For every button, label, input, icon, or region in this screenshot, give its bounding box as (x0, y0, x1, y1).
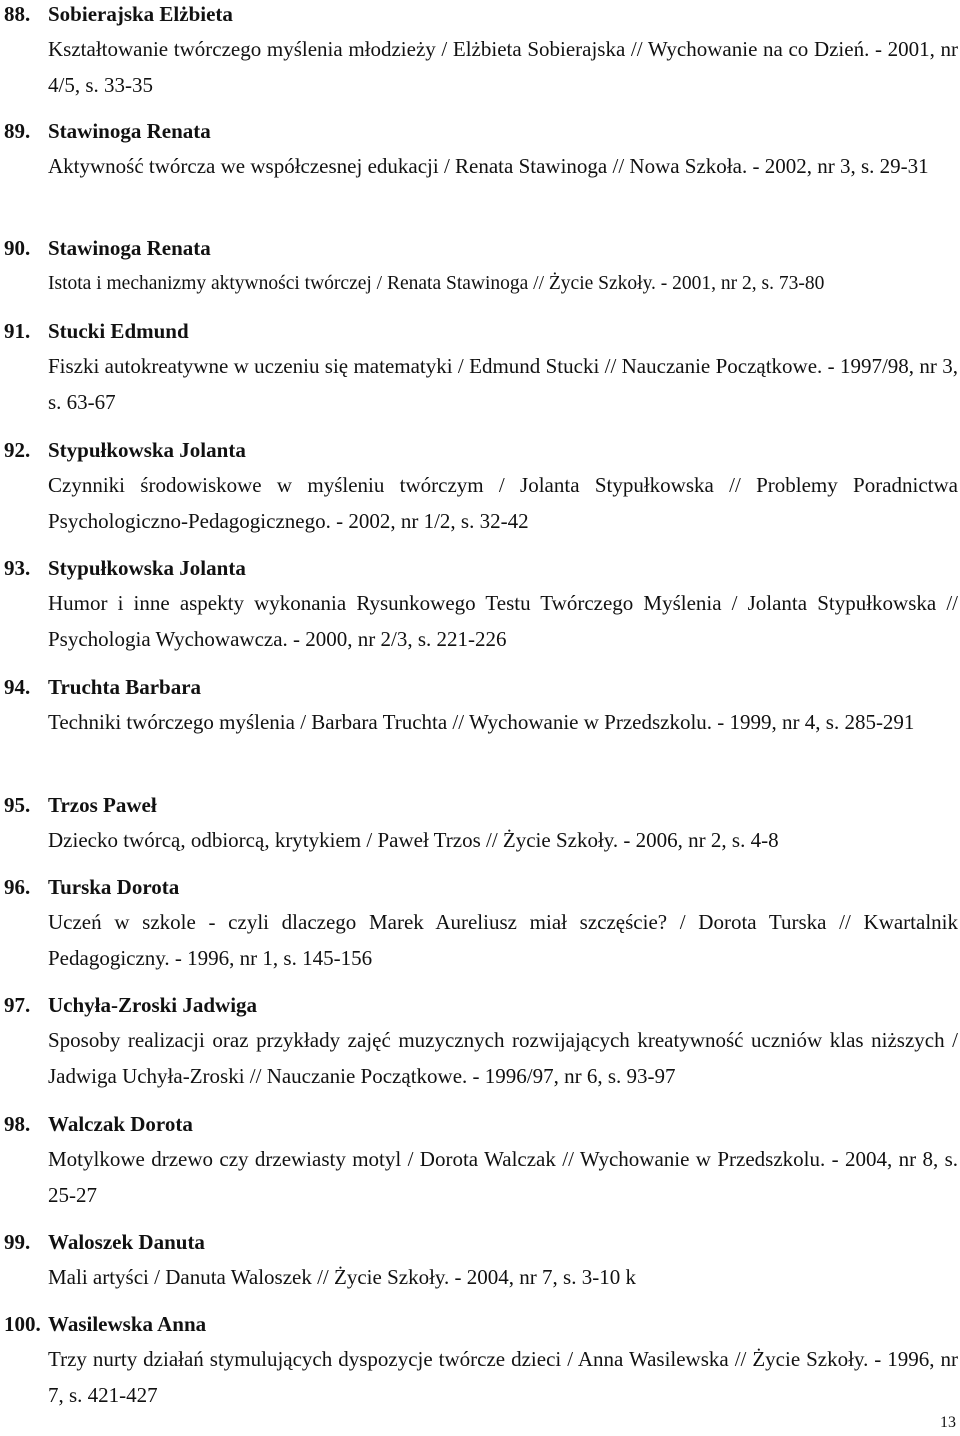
entry-author: Stypułkowska Jolanta (48, 438, 246, 462)
entry-description: Fiszki autokreatywne w uczeniu się matematyki / Edmund Stucki // Nauczanie Początkowe. - 1997/98, nr 3, s. 63-67 (48, 354, 958, 414)
page-number: 13 (940, 1414, 956, 1431)
entry-author: Uchyła-Zroski Jadwiga (48, 993, 258, 1017)
bibliography-entry-94 (0, 673, 960, 741)
bibliography-entry-97 (0, 991, 960, 1094)
entry-description: Trzy nurty działań stymulujących dyspozycje twórcze dzieci / Anna Wasilewska // Życie Szkoły. - 1996, nr 7, s. 421-427 (48, 1347, 958, 1407)
entry-description: Istota i mechanizmy aktywności twórczej / Renata Stawinoga // Życie Szkoły. - 2001, nr 2, s. 73-80 (48, 273, 825, 294)
entry-author: Waloszek Danuta (48, 1230, 205, 1254)
entry-author: Truchta Barbara (48, 675, 202, 699)
bibliography-entry-98 (0, 1110, 960, 1213)
entry-number: 93. (4, 556, 31, 580)
entry-number: 95. (4, 793, 31, 817)
entry-description: Uczeń w szkole - czyli dlaczego Marek Aureliusz miał szczęście? / Dorota Turska // Kwartalnik Pedagogiczny. - 1996, nr 1, s. 145-156 (48, 910, 958, 970)
entry-description: Motylkowe drzewo czy drzewiasty motyl / Dorota Walczak // Wychowanie w Przedszkolu. - 2004, nr 8, s. 25-27 (48, 1147, 958, 1207)
entry-author: Walczak Dorota (48, 1112, 193, 1136)
entry-description: Mali artyści / Danuta Waloszek // Życie Szkoły. - 2004, nr 7, s. 3-10 k (48, 1265, 636, 1289)
entry-description: Dziecko twórcą, odbiorcą, krytykiem / Paweł Trzos // Życie Szkoły. - 2006, nr 2, s. 4-8 (48, 828, 779, 852)
entry-description: Techniki twórczego myślenia / Barbara Truchta // Wychowanie w Przedszkolu. - 1999, nr 4, s. 285-291 (48, 710, 915, 734)
bibliography-entry-96 (0, 873, 960, 976)
entry-number: 94. (4, 675, 31, 699)
entry-author: Stypułkowska Jolanta (48, 556, 246, 580)
entry-number: 99. (4, 1230, 31, 1254)
entry-number: 92. (4, 438, 31, 462)
entry-description: Humor i inne aspekty wykonania Rysunkowego Testu Twórczego Myślenia / Jolanta Stypułkowska // Psychologia Wychowawcza. - 2000, nr 2/3, s. 221-226 (48, 591, 958, 651)
bibliography-entry-88 (0, 0, 960, 103)
entry-author: Turska Dorota (48, 875, 180, 899)
entry-description: Sposoby realizacji oraz przykłady zajęć muzycznych rozwijających kreatywność uczniów klas niższych / Jadwiga Uchyła-Zroski // Nauczanie Początkowe. - 1996/97, nr 6, s. 93-97 (48, 1028, 958, 1088)
entry-author: Stawinoga Renata (48, 236, 211, 260)
entry-author: Stucki Edmund (48, 319, 189, 343)
bibliography-entry-92 (0, 436, 960, 539)
bibliography-entry-90 (0, 234, 960, 302)
bibliography-entry-89 (0, 117, 960, 185)
entry-description: Czynniki środowiskowe w myśleniu twórczym / Jolanta Stypułkowska // Problemy Poradnictwa Psychologiczno-Pedagogicznego. - 2002, nr 1/2, s. 32-42 (48, 473, 958, 533)
entry-description: Kształtowanie twórczego myślenia młodzieży / Elżbieta Sobierajska // Wychowanie na co Dzień. - 2001, nr 4/5, s. 33-35 (48, 37, 958, 97)
bibliography-entry-100 (0, 1310, 960, 1413)
entry-number: 88. (4, 2, 31, 26)
entry-number: 100. (4, 1312, 41, 1336)
bibliography-entry-91 (0, 317, 960, 420)
bibliography-entry-93 (0, 554, 960, 657)
bibliography-entry-95 (0, 791, 960, 859)
entry-number: 91. (4, 319, 31, 343)
entry-author: Trzos Paweł (48, 793, 157, 817)
entry-number: 90. (4, 236, 31, 260)
entry-description: Aktywność twórcza we współczesnej edukacji / Renata Stawinoga // Nowa Szkoła. - 2002, nr 3, s. 29-31 (48, 154, 929, 178)
entry-number: 96. (4, 875, 31, 899)
entry-number: 89. (4, 119, 31, 143)
entry-number: 97. (4, 993, 31, 1017)
entry-author: Sobierajska Elżbieta (48, 2, 233, 26)
entry-number: 98. (4, 1112, 31, 1136)
entry-author: Wasilewska Anna (48, 1312, 207, 1336)
bibliography-entry-99 (0, 1228, 960, 1296)
entry-author: Stawinoga Renata (48, 119, 211, 143)
